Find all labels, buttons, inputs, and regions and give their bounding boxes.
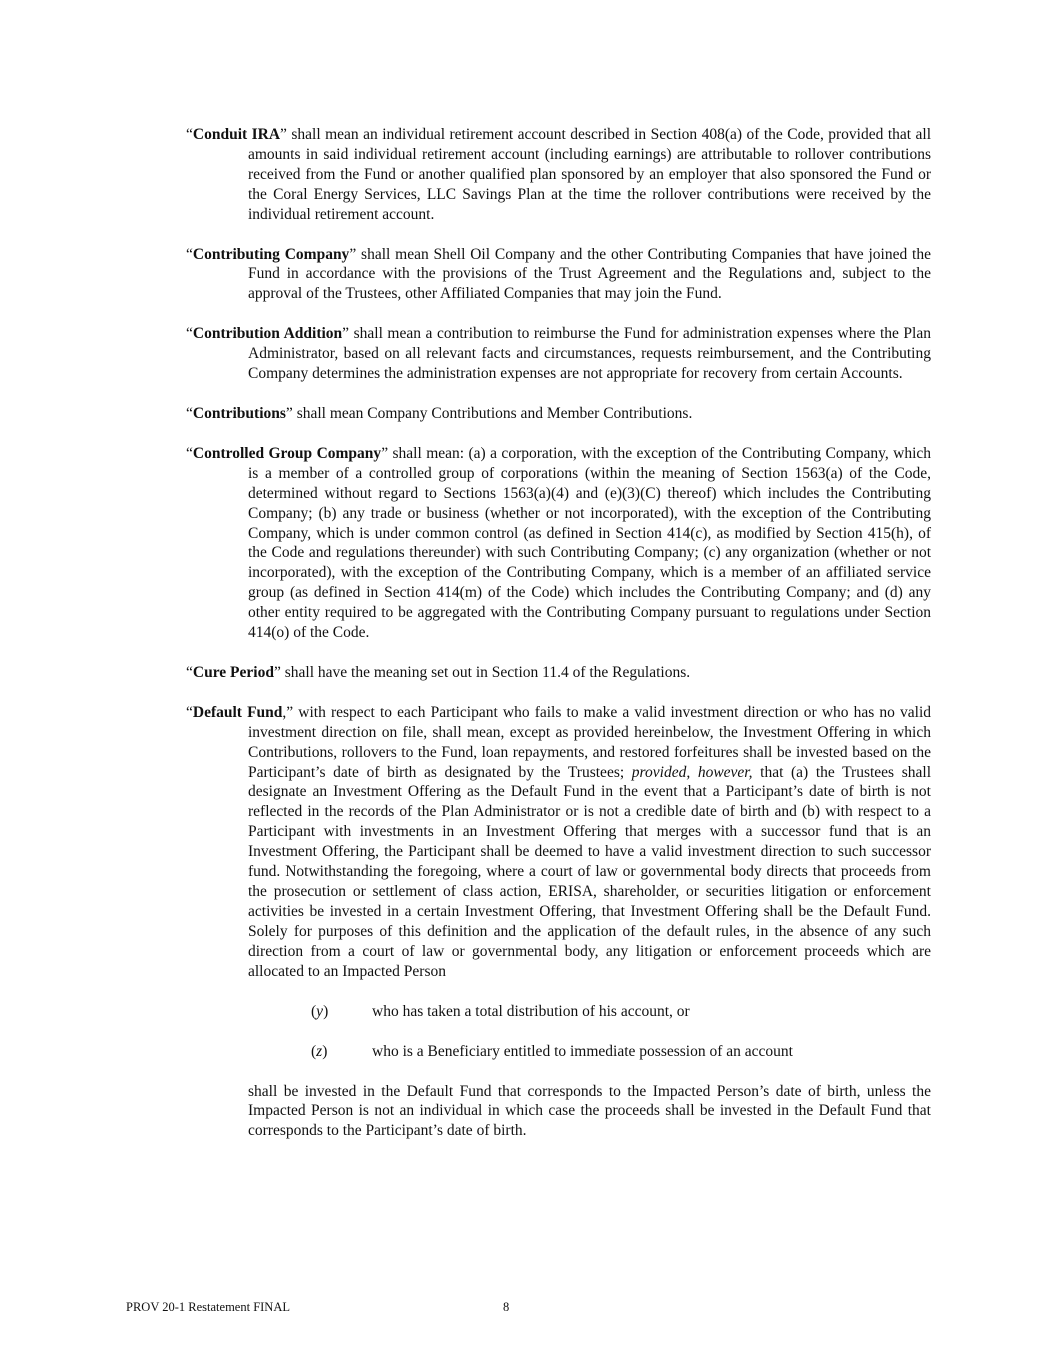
definition-term: Contribution Addition: [192, 325, 343, 343]
definition-text: shall have the meaning set out in Section 11.4 of the Regulations.: [280, 663, 691, 681]
definition-text: that (a) the Trustees shall designate an Investment Offering as the Default Fund in the event that a Participant’s date of birth is not reflected in the records of the Plan Administrator or is not a credible date of birth and (b) with respect to a Participant with investments in an Investment Offering that merges with a successor fund that is an Investment Offering, the Participant shall be deemed to have a valid investment direction to such successor fund. Notwithstanding the foregoing, where a court of law or governmental body directs that proceeds from the prosecution or settlement of class action, ERISA, shareholder, or securities litigation or enforcement activities be invested in a certain Investment Offering, that Investment Offering shall be the Default Fund. Solely for purposes of this definition and the application of the default rules, in the absence of any such direction from a court of law or governmental body, any litigation or enforcement proceeds which are allocated to an Impacted Person: [248, 763, 931, 980]
term-suffix: ,: [282, 703, 287, 721]
definition-term: Cure Period: [192, 663, 274, 681]
definition-text: shall mean an individual retirement account described in Section 408(a) of the Code, provided that all amounts in said individual retirement account (including earnings) are attributable to rollover contributions received from the Fund or another qualified plan sponsored by an employer that also sponsored the Fund or the Coral Energy Services, LLC Savings Plan at the time the rollover contributions were received by the individual retirement account.: [248, 126, 932, 223]
definition-term: Contributions: [192, 404, 286, 422]
definition-contributions: “Contributions” shall mean Company Contributions and Member Contributions.: [186, 404, 693, 422]
definition-text: shall mean Company Contributions and Member Contributions.: [292, 404, 693, 422]
footer-document-id: PROV 20-1 Restatement FINAL: [126, 1300, 290, 1314]
list-item-z: [186, 1042, 931, 1062]
definition-text: shall mean a contribution to reimburse the Fund for administration expenses where the Plan Administrator, based on all relevant facts and circumstances, requests reimbursement, and the Contributing Company determines the administration expenses are not appropriate for recovery from certain Accounts.: [248, 325, 931, 383]
definition-term: Controlled Group Company: [192, 444, 382, 462]
definition-contribution-addition: “Contribution Addition” shall mean a contribution to reimburse the Fund for administration expenses where the Plan Administrator, based on all relevant facts and circumstances, requests reimbursement, and the Contributing Company determines the administration expenses are not appropriate for recovery from certain Accounts.: [186, 325, 931, 383]
definition-contributing-company: “Contributing Company” shall mean Shell Oil Company and the other Contributing Companies that have joined the Fund in accordance with the provisions of the Trust Agreement and the Regulations and, subject to the approval of the Trustees, other Affiliated Companies that may join the Fund.: [186, 245, 931, 303]
definition-text: with respect to each Participant who fails to make a valid investment direction or who has no valid investment direction on file, shall mean, except as provided hereinbelow, the Investment Offering in which Contributions, rollovers to the Fund, loan repayments, and restored forfeitures shall be invested based on the Participant’s date of birth as designated by the Trustees;: [248, 703, 932, 781]
italic-proviso: provided, however,: [631, 763, 753, 781]
default-fund-continuation: shall be invested in the Default Fund that corresponds to the Impacted Person’s date of birth, unless the Impacted Person is not an individual in which case the proceeds shall be invested in the Default Fund that corresponds to the Participant’s date of birth.: [248, 1082, 931, 1140]
definition-term: Contributing Company: [192, 245, 350, 263]
list-item-y: [186, 1002, 931, 1022]
definition-term: Conduit IRA: [192, 126, 281, 143]
footer-page-number: 8: [503, 1300, 510, 1314]
list-item-text: who is a Beneficiary entitled to immediate possession of an account: [372, 1042, 793, 1060]
definition-default-fund: “Default Fund,” with respect to each Participant who fails to make a valid investment direction or who has no valid investment direction on file, shall mean, except as provided hereinbelow, the Investment Offering in which Contributions, rollovers to the Fund, loan repayments, and restored forfeitures shall be invested based on the Participant’s date of birth as designated by the Trustees; provided, however, that (a) the Trustees shall designate an Investment Offering as the Default Fund in the event that a Participant’s date of birth is not reflected in the records of the Plan Administrator or is not a credible date of birth and (b) with respect to a Participant with investments in an Investment Offering that merges with a successor fund that is an Investment Offering, the Participant shall be deemed to have a valid investment direction to such successor fund. Notwithstanding the foregoing, where a court of law or governmental body directs that proceeds from the prosecution or settlement of class action, ERISA, shareholder, or securities litigation or enforcement activities be invested in a certain Investment Offering, that Investment Offering shall be the Default Fund. Solely for purposes of this definition and the application of the default rules, in the absence of any such direction from a court of law or governmental body, any litigation or enforcement proceeds which are allocated to an Impacted Person: [186, 703, 932, 980]
list-item-label: (z): [311, 1042, 328, 1060]
list-item-label: (y): [311, 1002, 329, 1020]
document-body: [186, 125, 931, 1141]
definition-text: shall mean Shell Oil Company and the other Contributing Companies that have joined the Fund in accordance with the provisions of the Trust Agreement and the Regulations and, subject to the approval of the Trustees, other Affiliated Companies that may join the Fund.: [248, 245, 931, 303]
list-item-text: who has taken a total distribution of his account, or: [372, 1002, 690, 1020]
definition-text: shall mean: (a) a corporation, with the exception of the Contributing Company, which is a member of a controlled group of corporations (within the meaning of Section 1563(a) of the Code, determined without regard to Sections 1563(a)(4) and (e)(3)(C) thereof) which includes the Contributing Company; (b) any trade or business (whether or not incorporated), with the exception of the Contributing Company, which is under common control (as defined in Section 414(c), as modified by Section 415(h), of the Code and regulations thereunder) with such Contributing Company; (c) any organization (whether or not incorporated), with the exception of the Contributing Company, which is a member of an affiliated service group (as defined in Section 414(m) of the Code) which includes the Contributing Company; and (d) any other entity required to be aggregated with the Contributing Company pursuant to regulations under Section 414(o) of the Code.: [248, 444, 932, 642]
definition-controlled-group-company: “Controlled Group Company” shall mean: (a) a corporation, with the exception of the Contributing Company, which is a member of a controlled group of corporations (within the meaning of Section 1563(a) of the Code, determined without regard to Sections 1563(a)(4) and (e)(3)(C) thereof) which includes the Contributing Company; (b) any trade or business (whether or not incorporated), with the exception of the Contributing Company, which is under common control (as defined in Section 414(c), as modified by Section 415(h), of the Code and regulations thereunder) with such Contributing Company; (c) any organization (whether or not incorporated), with the exception of the Contributing Company, which is a member of an affiliated service group (as defined in Section 414(m) of the Code) which includes the Contributing Company; and (d) any other entity required to be aggregated with the Contributing Company pursuant to regulations under Section 414(o) of the Code.: [186, 444, 932, 642]
definition-conduit-ira: “Conduit IRA” shall mean an individual retirement account described in Section 408(a) of the Code, provided that all amounts in said individual retirement account (including earnings) are attributable to rollover contributions received from the Fund or another qualified plan sponsored by an employer that also sponsored the Fund or the Coral Energy Services, LLC Savings Plan at the time the rollover contributions were received by the individual retirement account.: [186, 126, 932, 223]
definition-cure-period: “Cure Period” shall have the meaning set out in Section 11.4 of the Regulations.: [186, 663, 691, 681]
definition-term: Default Fund: [192, 703, 283, 721]
